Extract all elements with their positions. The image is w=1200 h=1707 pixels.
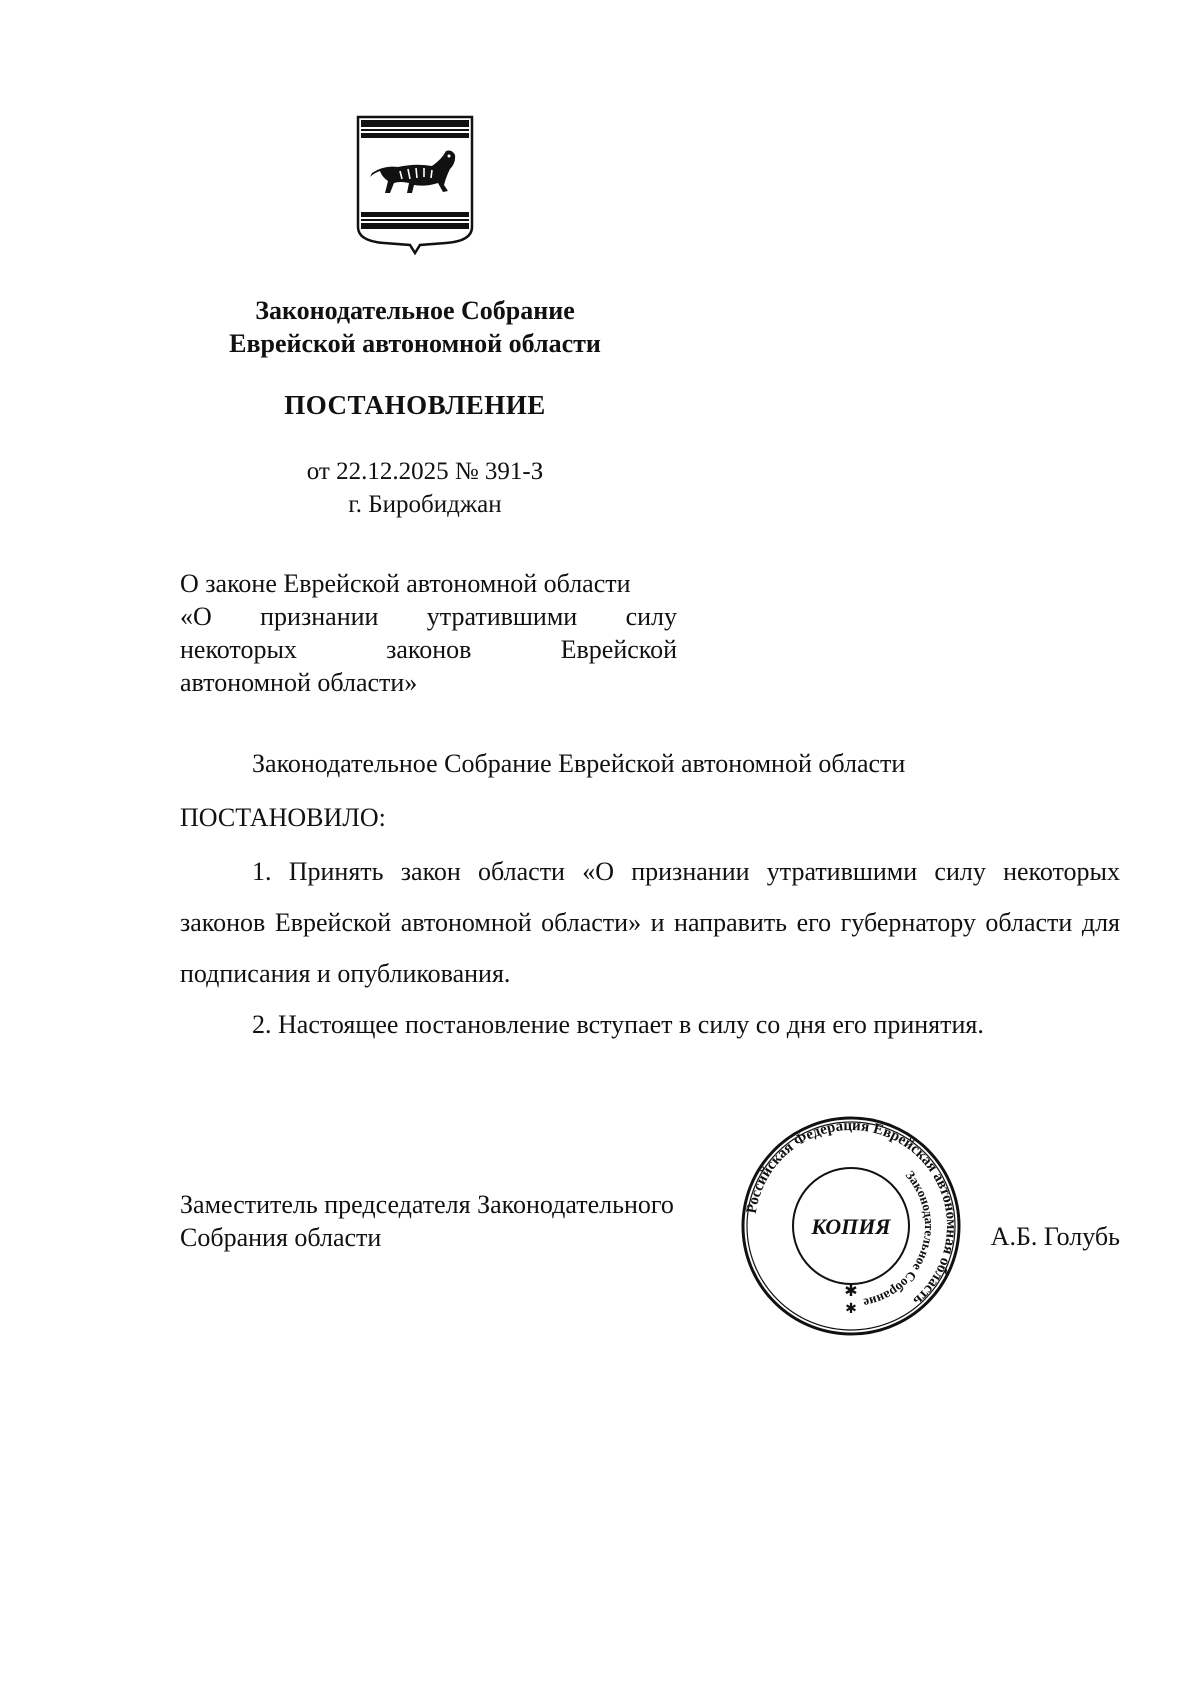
preamble (180, 748, 1120, 834)
official-seal-stamp (736, 1110, 966, 1342)
resolution-item-1: 1. Принять закон области «О признании утратившими силу некоторых законов Еврейской автономной области» и направить его губернатору области для подписания и опубликования. (180, 857, 1120, 988)
org-line-1: Законодательное Собрание (255, 296, 575, 325)
document-meta (220, 455, 630, 521)
seal-star-icon: ✱ (845, 1301, 857, 1317)
subject-line-3: некоторых законов Еврейской (180, 635, 677, 664)
signer-position-line-2: Собрания области (180, 1223, 382, 1252)
organization-name (190, 294, 640, 360)
document-subject (180, 567, 677, 699)
subject-line-4: автономной области» (180, 668, 418, 697)
resolution-verb: ПОСТАНОВИЛО: (180, 803, 386, 832)
signer-position-line-1: Заместитель председателя Законодательного (180, 1190, 674, 1219)
seal-center-label: КОПИЯ (811, 1214, 891, 1239)
date-and-number: от 22.12.2025 № 391-З (306, 458, 544, 485)
seal-star-icon: ✱ (844, 1281, 858, 1300)
preamble-text: Законодательное Собрание Еврейской автономной области (252, 749, 906, 778)
signer-position (180, 1188, 740, 1254)
document-type-title: ПОСТАНОВЛЕНИЕ (284, 390, 546, 420)
city: г. Биробиджан (348, 491, 502, 518)
coat-of-arms-emblem (354, 115, 476, 260)
resolution-items (180, 846, 1120, 1050)
seal-outer-text: Российская Федерация Еврейская автономная область (743, 1117, 960, 1309)
seal-inner-text: Законодательное Собрание (862, 1167, 938, 1311)
org-line-2: Еврейской автономной области (229, 329, 601, 358)
subject-line-2: «О признании утратившими силу (180, 602, 677, 631)
signer-name: А.Б. Голубь (990, 1222, 1120, 1251)
subject-line-1: О законе Еврейской автономной области (180, 569, 631, 598)
resolution-item-2: 2. Настоящее постановление вступает в силу со дня его принятия. (252, 1010, 984, 1039)
